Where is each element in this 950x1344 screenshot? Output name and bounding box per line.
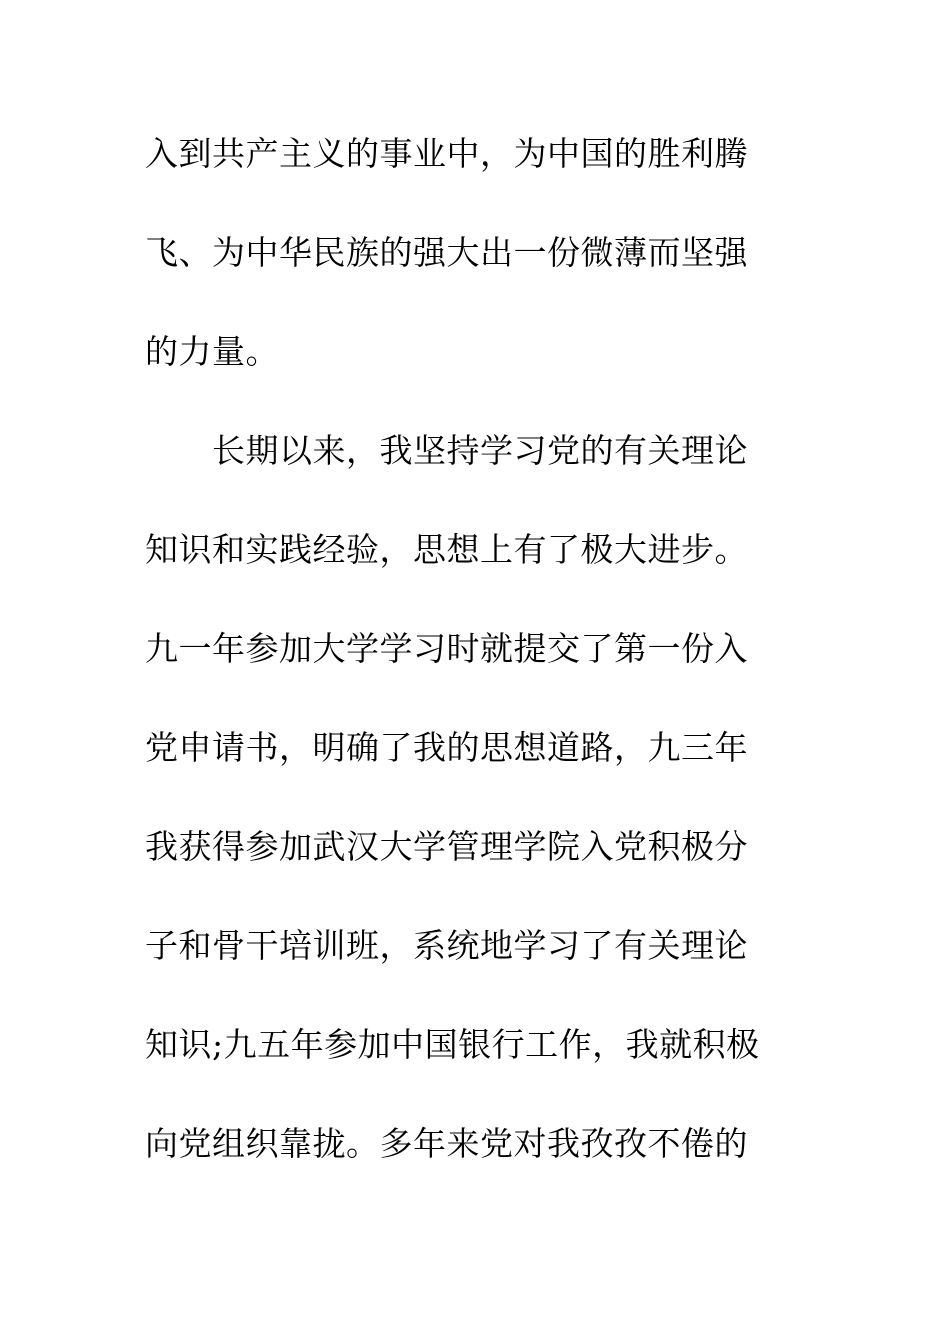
text-line: 知识和实践经验，思想上有了极大进步。 — [145, 530, 748, 569]
text-line: 的力量。 — [145, 332, 279, 371]
text-line: 九一年参加大学学习时就提交了第一份入 — [145, 629, 748, 668]
paragraph-first-line: 长期以来，我坚持学习党的有关理论 — [145, 431, 748, 470]
text-line: 知识;九五年参加中国银行工作，我就积极 — [145, 1025, 760, 1064]
body-text — [145, 128, 825, 1217]
text-line: 入到共产主义的事业中，为中国的胜利腾 — [145, 134, 748, 173]
text-line: 向党组织靠拢。多年来党对我孜孜不倦的 — [145, 1124, 748, 1163]
text-line: 党申请书，明确了我的思想道路，九三年 — [145, 728, 748, 767]
text-line: 飞、为中华民族的强大出一份微薄而坚强 — [145, 233, 748, 272]
text-line: 子和骨干培训班，系统地学习了有关理论 — [145, 926, 748, 965]
text-line: 我获得参加武汉大学管理学院入党积极分 — [145, 827, 748, 866]
